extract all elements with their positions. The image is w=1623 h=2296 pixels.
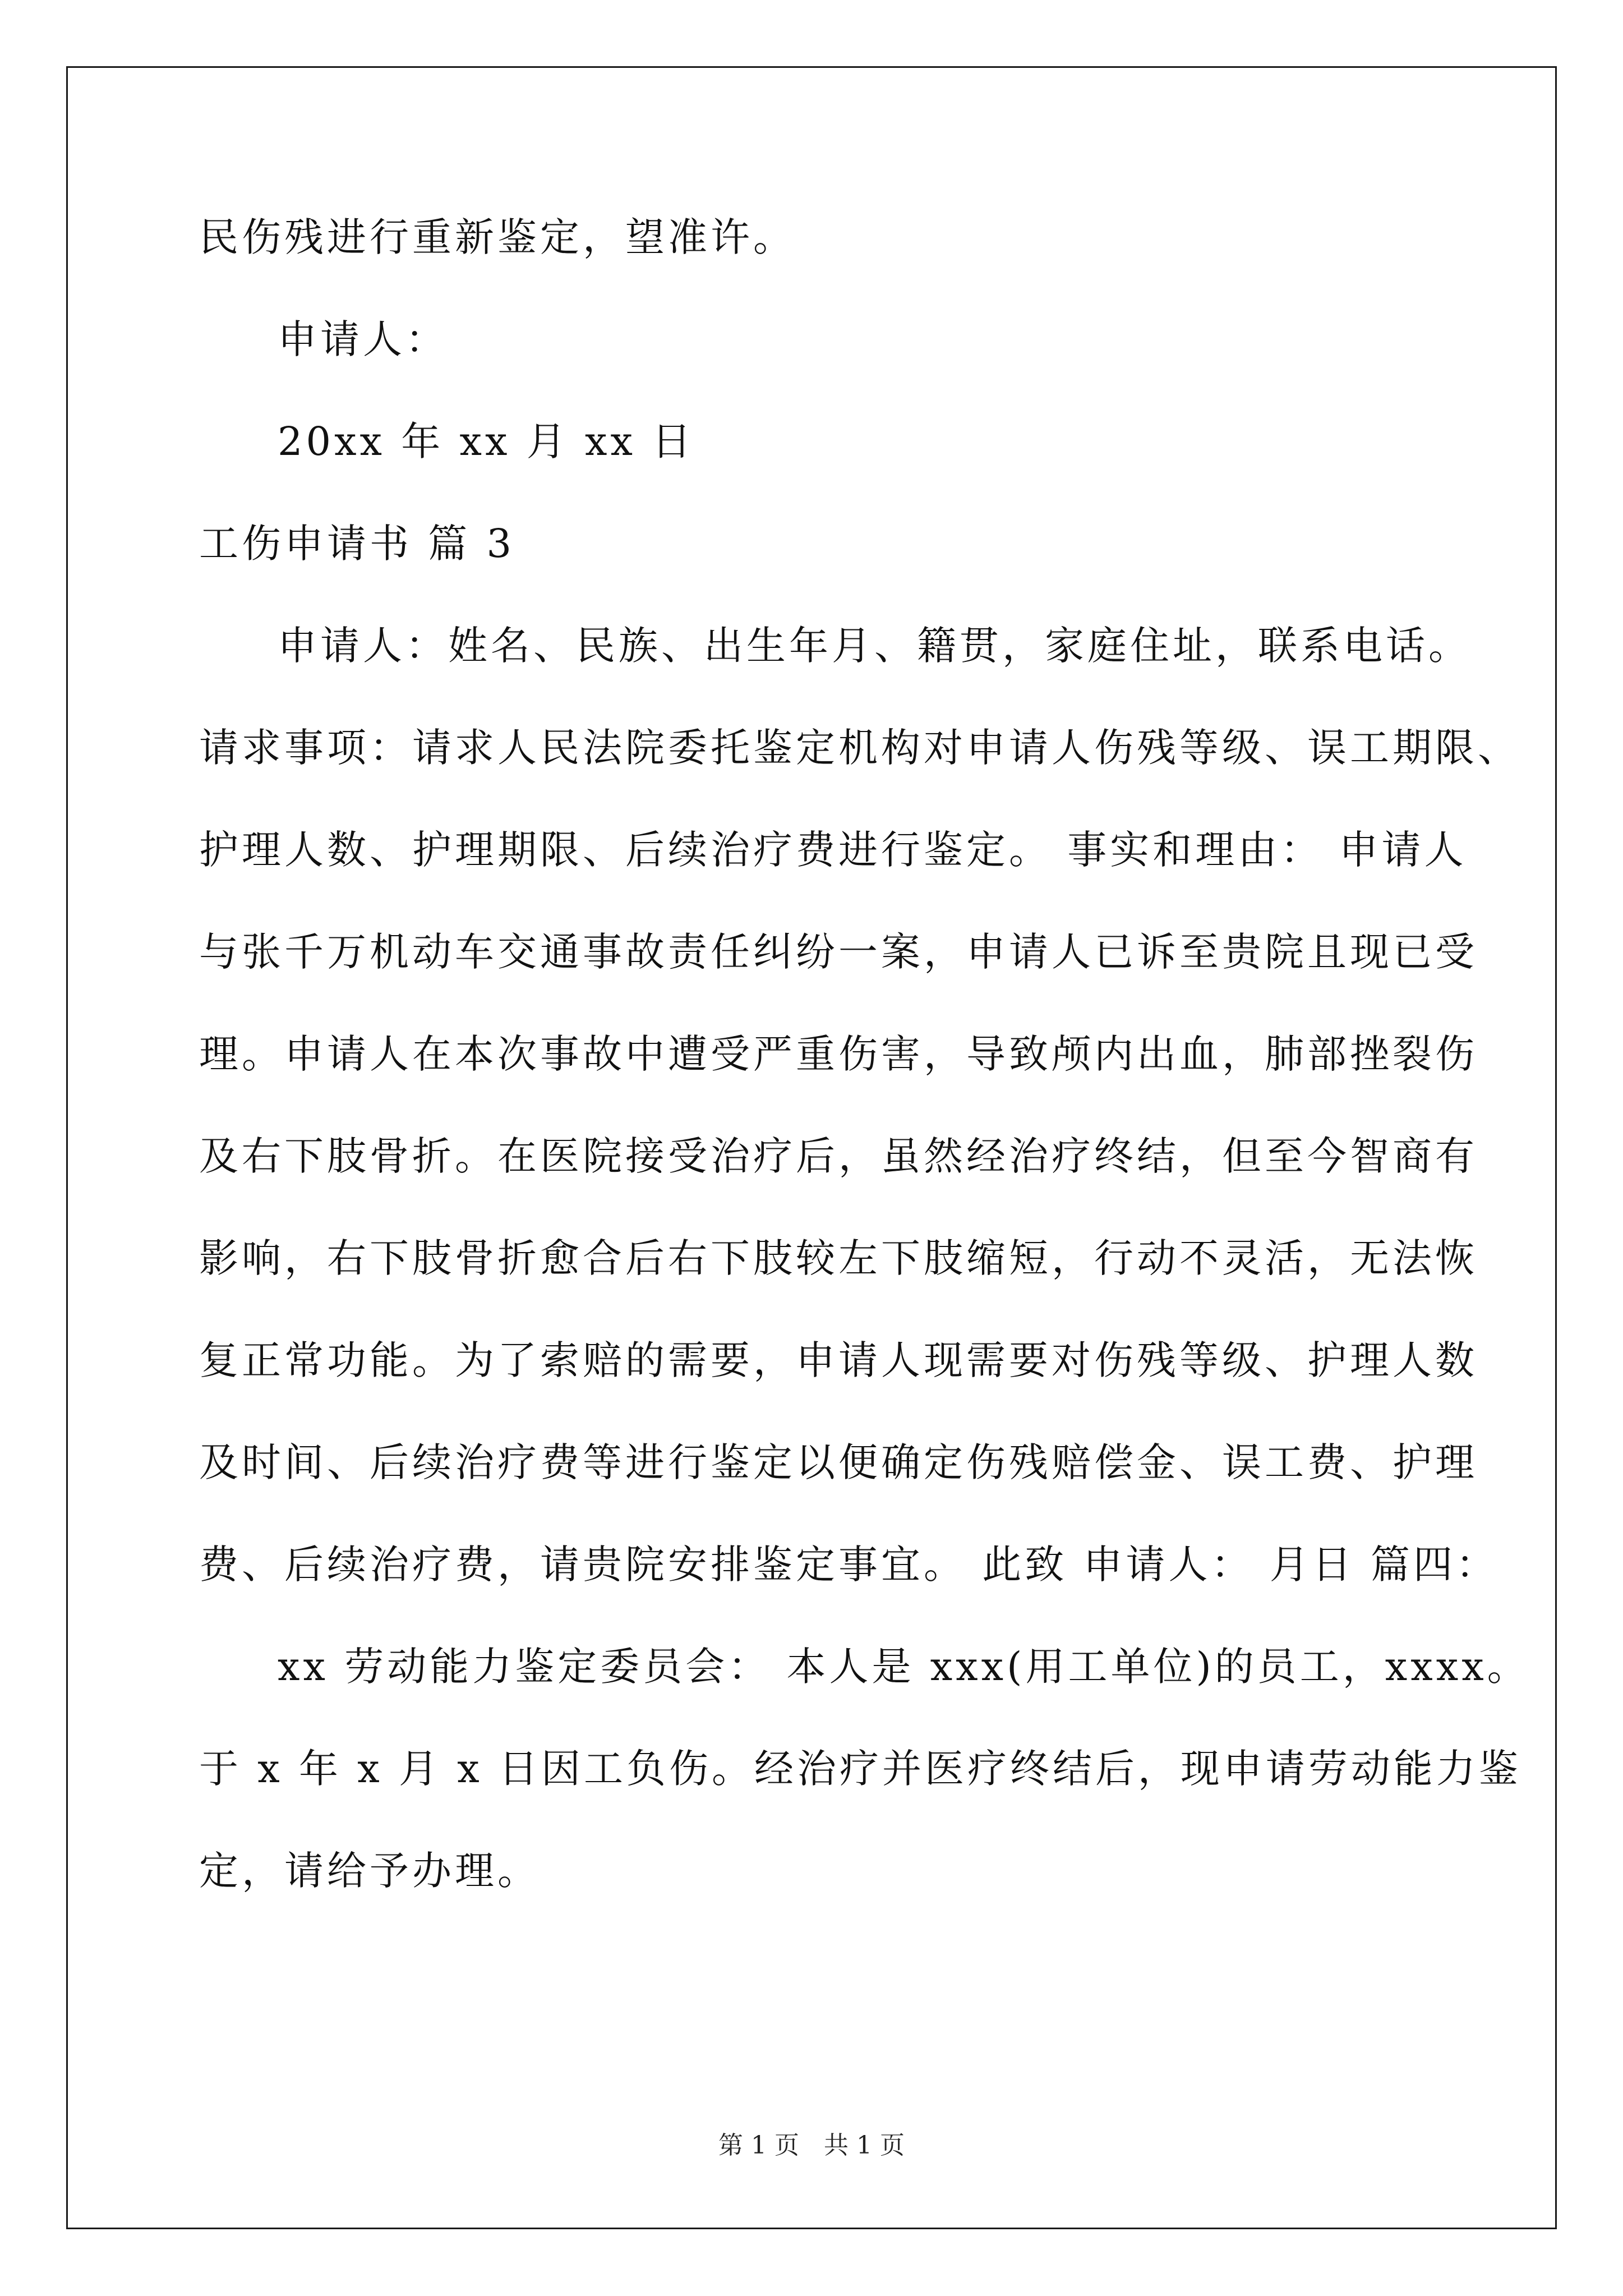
text-line-10: 及右下肢骨折。在医院接受治疗后，虽然经治疗终结，但至今智商有 <box>199 1133 1478 1179</box>
applicant-signature-label: 申请人： <box>278 316 448 362</box>
page-number-footer: 第 1 页 共 1 页 <box>718 2131 905 2160</box>
text-line-7: 护理人数、护理期限、后续治疗费进行鉴定。 事实和理由： 申请人 <box>199 827 1467 873</box>
text-line-12: 复正常功能。为了索赔的需要，申请人现需要对伤残等级、护理人数 <box>199 1337 1478 1383</box>
text-line-5: 申请人：姓名、民族、出生年月、籍贯，家庭住址，联系电话。 <box>278 623 1471 669</box>
section-heading: 工伤申请书 篇 3 <box>199 521 515 567</box>
text-line-6: 请求事项：请求人民法院委托鉴定机构对申请人伤残等级、误工期限、 <box>199 725 1520 771</box>
text-line-14: 费、后续治疗费，请贵院安排鉴定事宜。 此致 申请人： 月日 篇四： <box>199 1542 1499 1588</box>
text-line-15: xx 劳动能力鉴定委员会： 本人是 xxx(用工单位)的员工，xxxx。 <box>278 1644 1530 1690</box>
text-line-13: 及时间、后续治疗费等进行鉴定以便确定伤残赔偿金、误工费、护理 <box>199 1439 1478 1485</box>
text-line-17: 定，请给予办理。 <box>199 1848 540 1894</box>
signature-date: 20xx 年 xx 月 xx 日 <box>278 418 695 464</box>
text-line-16: 于 x 年 x 月 x 日因工负伤。经治疗并医疗终结后，现申请劳动能力鉴 <box>199 1746 1521 1792</box>
text-line-8: 与张千万机动车交通事故责任纠纷一案，申请人已诉至贵院且现已受 <box>199 929 1478 975</box>
text-line-11: 影响，右下肢骨折愈合后右下肢较左下肢缩短，行动不灵活，无法恢 <box>199 1235 1478 1281</box>
text-line-1: 民伤残进行重新鉴定，望准许。 <box>199 214 796 260</box>
text-line-9: 理。申请人在本次事故中遭受严重伤害，导致颅内出血，肺部挫裂伤 <box>199 1031 1478 1077</box>
